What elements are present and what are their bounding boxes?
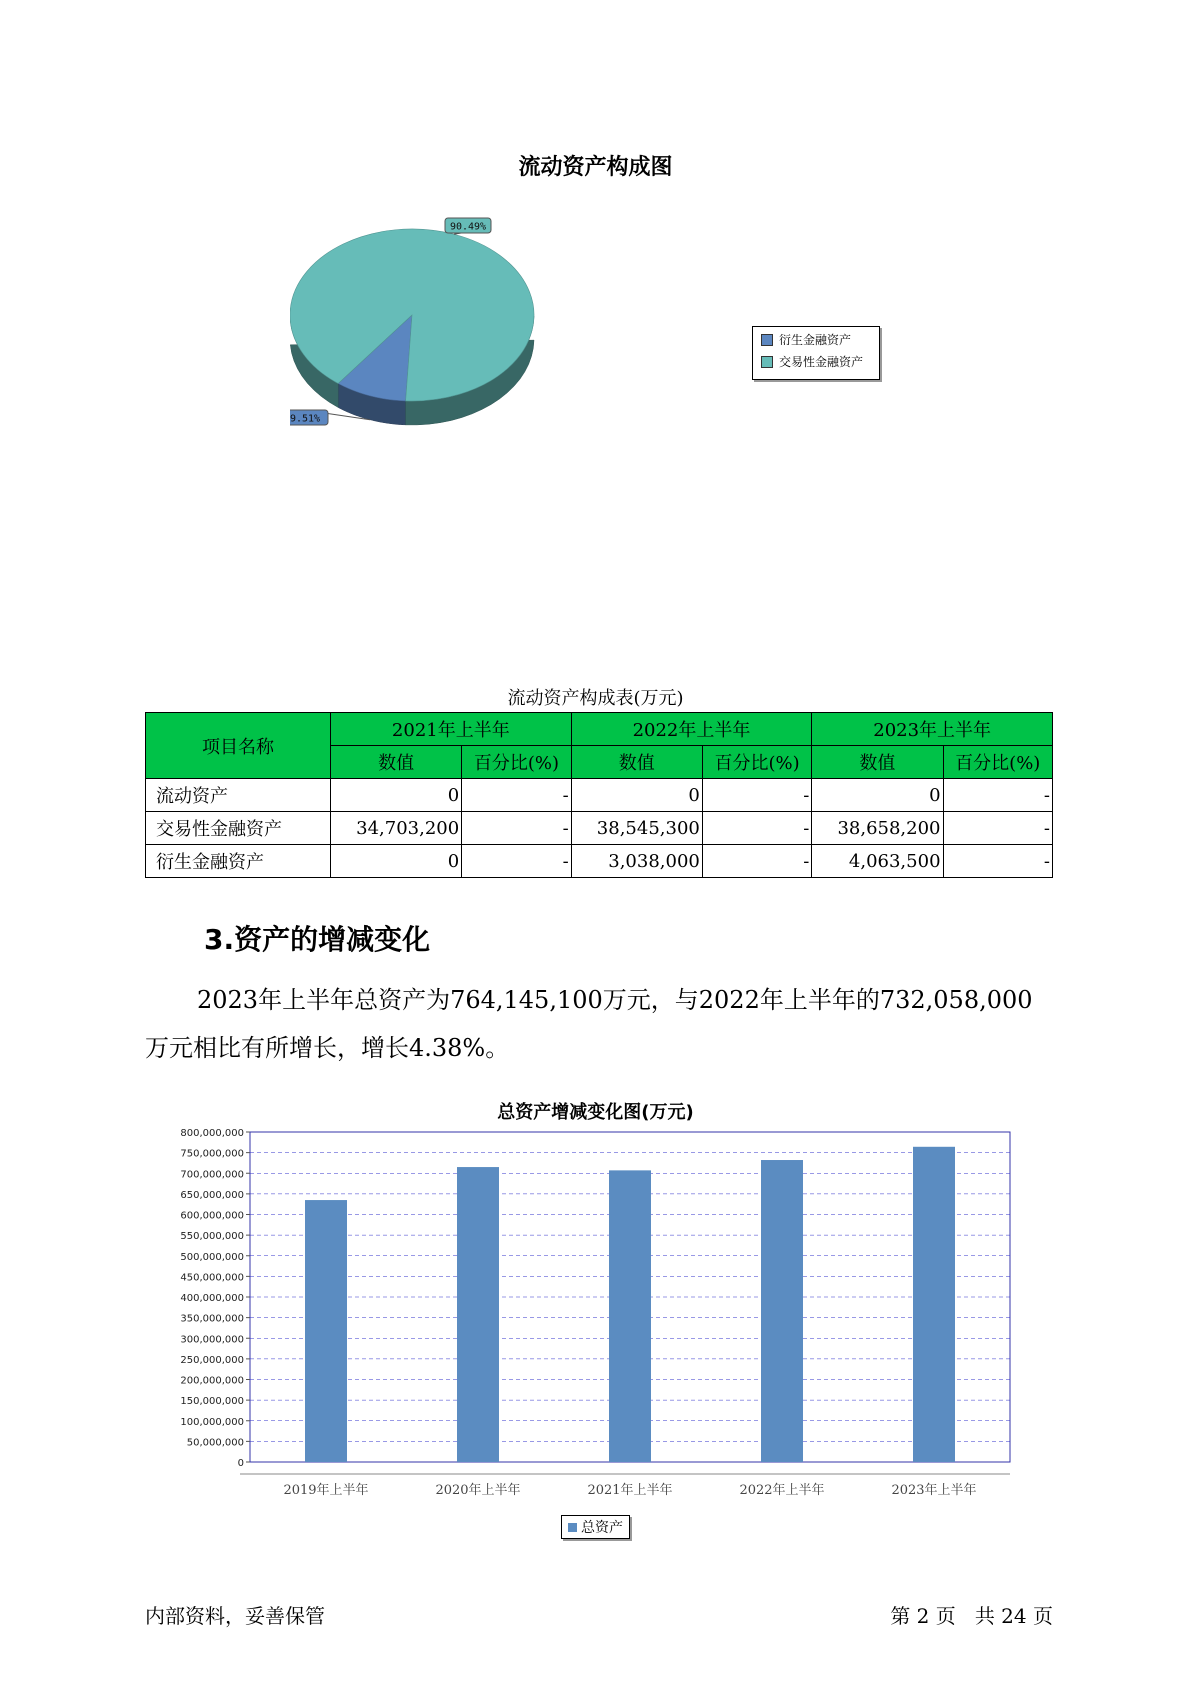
- header-item-name: 项目名称: [146, 713, 331, 779]
- bar: [305, 1200, 347, 1462]
- pie-legend-item-derivative: [761, 331, 879, 349]
- y-tick-label: 0: [237, 1458, 244, 1469]
- pie-value-label: [445, 218, 491, 233]
- cell-percent: -: [943, 845, 1052, 878]
- cell-value: 34,703,200: [331, 812, 462, 845]
- y-tick-label: 50,000,000: [186, 1437, 244, 1449]
- svg-text:9.51%: 9.51%: [290, 413, 321, 425]
- bar-legend: [561, 1515, 630, 1539]
- y-tick-label: 600,000,000: [180, 1210, 244, 1222]
- bar: [609, 1170, 651, 1462]
- cell-value: 38,545,300: [571, 812, 702, 845]
- subheader-value: 数值: [331, 746, 462, 779]
- y-tick-label: 200,000,000: [180, 1375, 244, 1387]
- y-tick-label: 700,000,000: [180, 1169, 244, 1181]
- cell-percent: -: [943, 812, 1052, 845]
- current-assets-table: [145, 712, 1053, 878]
- cell-value: 0: [331, 845, 462, 878]
- cell-percent: -: [943, 779, 1052, 812]
- cell-percent: -: [702, 812, 811, 845]
- y-tick-label: 800,000,000: [180, 1128, 244, 1139]
- legend-swatch: [761, 356, 773, 368]
- cell-percent: -: [462, 779, 571, 812]
- y-tick-label: 500,000,000: [180, 1251, 244, 1263]
- x-tick-label: 2021年上半年: [587, 1483, 673, 1498]
- y-tick-label: 400,000,000: [180, 1293, 244, 1304]
- table-row: [146, 779, 1053, 812]
- bar: [457, 1167, 499, 1462]
- y-tick-label: 350,000,000: [180, 1313, 244, 1325]
- legend-swatch: [568, 1523, 577, 1532]
- y-tick-label: 150,000,000: [180, 1396, 244, 1408]
- row-name: 衍生金融资产: [146, 845, 331, 878]
- subheader-percent: 百分比(%): [702, 746, 811, 779]
- header-period: 2021年上半年: [331, 713, 572, 746]
- legend-label: 衍生金融资产: [779, 333, 852, 347]
- table-row: [146, 845, 1053, 878]
- x-tick-label: 2023年上半年: [891, 1483, 977, 1498]
- subheader-percent: 百分比(%): [943, 746, 1052, 779]
- x-tick-label: 2020年上半年: [435, 1483, 521, 1498]
- legend-label: 总资产: [581, 1520, 623, 1536]
- pie-legend-item-trading: [761, 353, 879, 371]
- y-tick-label: 550,000,000: [180, 1231, 244, 1243]
- x-tick-label: 2022年上半年: [739, 1483, 825, 1498]
- y-tick-label: 300,000,000: [180, 1334, 244, 1346]
- row-name: 交易性金融资产: [146, 812, 331, 845]
- section-heading: 3.资产的增减变化: [204, 923, 431, 956]
- cell-percent: -: [702, 779, 811, 812]
- bar: [761, 1160, 803, 1462]
- cell-percent: -: [462, 845, 571, 878]
- cell-value: 0: [571, 779, 702, 812]
- y-tick-label: 450,000,000: [180, 1272, 244, 1284]
- subheader-value: 数值: [812, 746, 943, 779]
- pie-chart-title: 流动资产构成图: [518, 155, 673, 180]
- pie-legend: [752, 326, 880, 380]
- footer-page-number: 第 2 页 共 24 页: [890, 1604, 1053, 1628]
- header-period: 2023年上半年: [812, 713, 1053, 746]
- y-tick-label: 250,000,000: [180, 1354, 244, 1366]
- bar: [913, 1147, 955, 1462]
- cell-percent: -: [462, 812, 571, 845]
- svg-text:90.49%: 90.49%: [449, 221, 487, 233]
- subheader-percent: 百分比(%): [462, 746, 571, 779]
- footer-confidential: 内部资料，妥善保管: [145, 1604, 325, 1628]
- subheader-value: 数值: [571, 746, 702, 779]
- cell-value: 0: [331, 779, 462, 812]
- legend-swatch: [761, 334, 773, 346]
- cell-value: 0: [812, 779, 943, 812]
- table-header-row: [146, 713, 1053, 746]
- header-period: 2022年上半年: [571, 713, 812, 746]
- cell-value: 38,658,200: [812, 812, 943, 845]
- row-name: 流动资产: [146, 779, 331, 812]
- cell-value: 3,038,000: [571, 845, 702, 878]
- pie-slice: [290, 229, 534, 401]
- cell-value: 4,063,500: [812, 845, 943, 878]
- y-tick-label: 650,000,000: [180, 1189, 244, 1201]
- bar-chart-title: 总资产增减变化图(万元): [497, 1102, 694, 1123]
- table-row: [146, 812, 1053, 845]
- legend-label: 交易性金融资产: [779, 355, 864, 369]
- y-tick-label: 100,000,000: [180, 1416, 244, 1428]
- cell-percent: -: [702, 845, 811, 878]
- pie-chart: [290, 210, 570, 450]
- pie-value-label: [290, 410, 328, 425]
- table-caption: 流动资产构成表(万元): [507, 688, 684, 709]
- y-tick-label: 750,000,000: [180, 1148, 244, 1160]
- x-tick-label: 2019年上半年: [283, 1483, 369, 1498]
- bar-chart: [150, 1124, 1020, 1504]
- body-paragraph: 2023年上半年总资产为764,145,100万元，与2022年上半年的732,058,000万元相比有所增长，增长4.38%。: [145, 986, 1033, 1062]
